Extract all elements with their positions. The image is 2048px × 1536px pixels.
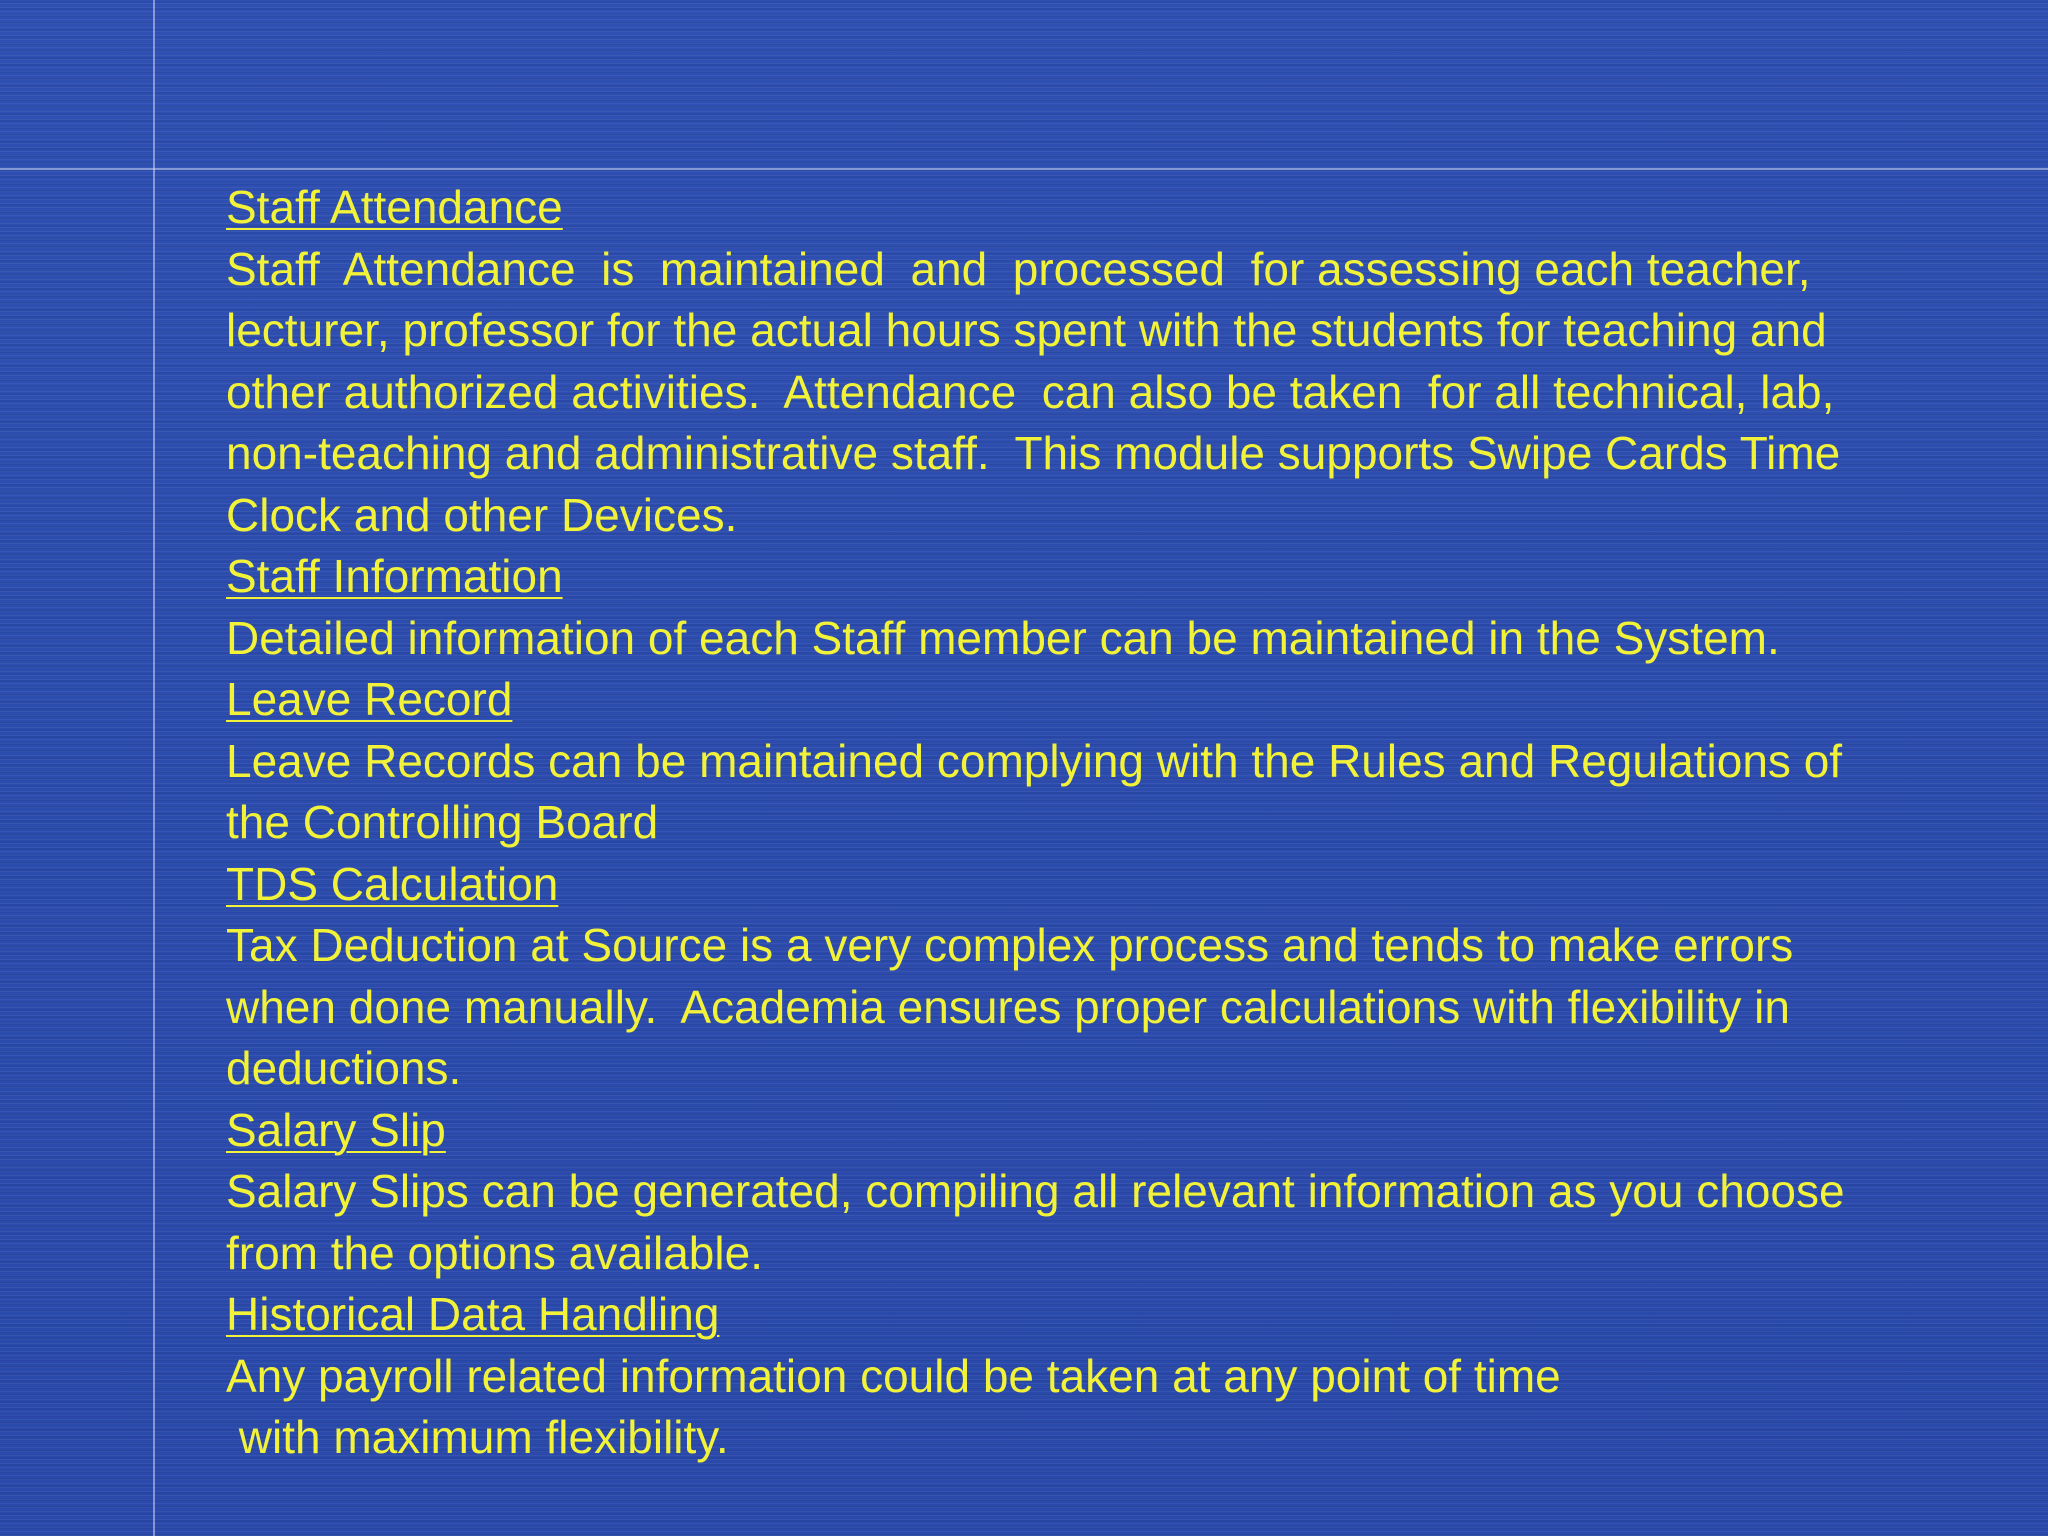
body-line: Leave Records can be maintained complying with the Rules and Regulations of — [226, 734, 1843, 787]
body-line: when done manually. Academia ensures proper calculations with flexibility in — [226, 980, 1790, 1033]
heading-leave-record: Leave Record — [226, 673, 513, 725]
section-staff-attendance — [226, 177, 2026, 546]
body-line: Tax Deduction at Source is a very complex process and tends to make errors — [226, 919, 1794, 971]
horizontal-guide-line — [0, 168, 2048, 170]
heading-staff-information: Staff Information — [226, 550, 563, 602]
heading-historical-data-handling: Historical Data Handling — [226, 1288, 720, 1340]
heading-staff-attendance: Staff Attendance — [226, 181, 563, 233]
body-line: from the options available. — [226, 1226, 763, 1279]
body-line: other authorized activities. Attendance can also be taken for all technical, lab, — [226, 365, 1835, 418]
body-line: Detailed information of each Staff member can be maintained in the System. — [226, 611, 1780, 664]
heading-salary-slip: Salary Slip — [226, 1103, 446, 1156]
section-tds-calculation — [226, 854, 2026, 1100]
body-line: non-teaching and administrative staff. This module supports Swipe Cards Time — [226, 427, 1841, 479]
slide-body — [226, 177, 2026, 1469]
body-line: with maximum flexibility. — [226, 1411, 729, 1463]
section-salary-slip — [226, 1100, 2026, 1285]
body-line: lecturer, professor for the actual hours spent with the students for teaching and — [226, 304, 1827, 356]
body-line: deductions. — [226, 1042, 462, 1094]
section-staff-information — [226, 546, 2026, 669]
section-leave-record — [226, 669, 2026, 854]
body-line: the Controlling Board — [226, 796, 659, 848]
body-line: Salary Slips can be generated, compiling all relevant information as you choose — [226, 1165, 1845, 1217]
body-line: Staff Attendance is maintained and processed for assessing each teacher, — [226, 242, 1811, 295]
body-line: Clock and other Devices. — [226, 488, 738, 541]
section-historical-data-handling — [226, 1284, 2026, 1469]
body-line: Any payroll related information could be taken at any point of time — [226, 1349, 1561, 1402]
vertical-guide-line — [153, 0, 155, 1536]
heading-tds-calculation: TDS Calculation — [226, 857, 559, 910]
